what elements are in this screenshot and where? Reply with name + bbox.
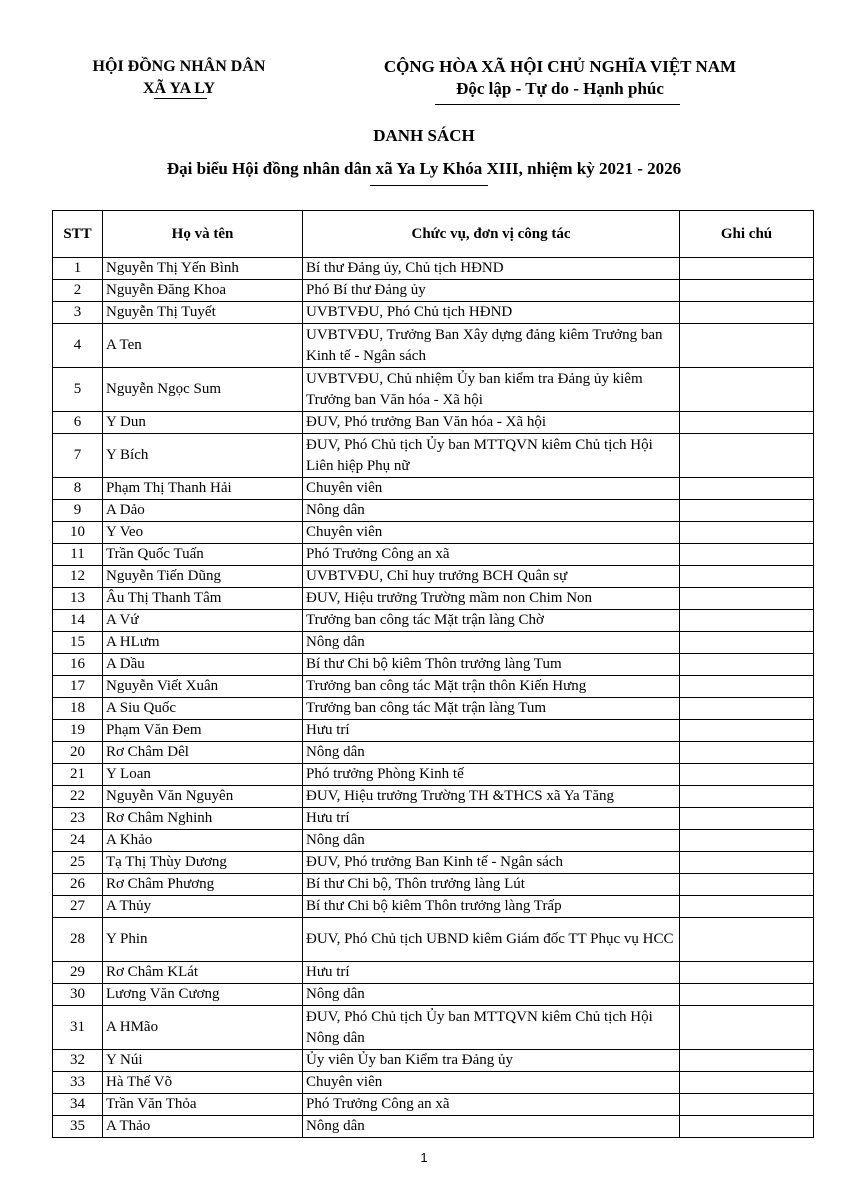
table-row (53, 610, 814, 632)
table-row (53, 412, 814, 434)
cell-stt: 4 (53, 324, 103, 368)
cell-position: Chuyên viên (303, 522, 680, 544)
cell-position: Phó Trưởng Công an xã (303, 1094, 680, 1116)
cell-name: Nguyễn Ngọc Sum (103, 368, 303, 412)
cell-stt: 1 (53, 258, 103, 280)
cell-name: Hà Thế Võ (103, 1072, 303, 1094)
cell-stt: 25 (53, 852, 103, 874)
cell-position: Hưu trí (303, 720, 680, 742)
col-header-position: Chức vụ, đơn vị công tác (303, 211, 680, 258)
table-row (53, 566, 814, 588)
cell-position: UVBTVĐU, Chỉ huy trưởng BCH Quân sự (303, 566, 680, 588)
cell-name: Y Veo (103, 522, 303, 544)
cell-position: ĐUV, Hiệu trưởng Trường TH &THCS xã Ya Tăng (303, 786, 680, 808)
cell-note (680, 918, 814, 962)
cell-position: ĐUV, Hiệu trưởng Trường mầm non Chim Non (303, 588, 680, 610)
cell-name: Rơ Châm Nghinh (103, 808, 303, 830)
cell-note (680, 720, 814, 742)
cell-stt: 31 (53, 1006, 103, 1050)
cell-name: Nguyễn Văn Nguyên (103, 786, 303, 808)
cell-position: Chuyên viên (303, 478, 680, 500)
issuing-body-underline (154, 98, 207, 99)
cell-position: Bí thư Chi bộ, Thôn trưởng làng Lút (303, 874, 680, 896)
table-row (53, 434, 814, 478)
cell-name: A HMão (103, 1006, 303, 1050)
table-row (53, 302, 814, 324)
issuing-body-line2: XÃ YA LY (142, 80, 216, 97)
cell-note (680, 522, 814, 544)
cell-position: Hưu trí (303, 808, 680, 830)
cell-stt: 19 (53, 720, 103, 742)
cell-stt: 5 (53, 368, 103, 412)
cell-name: Lương Văn Cương (103, 984, 303, 1006)
cell-name: Tạ Thị Thùy Dương (103, 852, 303, 874)
cell-name: A Ten (103, 324, 303, 368)
cell-note (680, 984, 814, 1006)
cell-position: UVBTVĐU, Phó Chủ tịch HĐND (303, 302, 680, 324)
cell-name: A Khảo (103, 830, 303, 852)
table-body (53, 258, 814, 1138)
cell-stt: 30 (53, 984, 103, 1006)
cell-stt: 2 (53, 280, 103, 302)
cell-note (680, 962, 814, 984)
page-number: 1 (420, 1150, 428, 1165)
cell-name: A Thảo (103, 1116, 303, 1138)
table-row (53, 852, 814, 874)
table-row (53, 808, 814, 830)
delegate-table (52, 210, 814, 1138)
cell-position: Nông dân (303, 632, 680, 654)
cell-position: ĐUV, Phó Chủ tịch Ủy ban MTTQVN kiêm Chủ tịch Hội Nông dân (303, 1006, 680, 1050)
cell-note (680, 1050, 814, 1072)
cell-note (680, 280, 814, 302)
cell-position: Nông dân (303, 830, 680, 852)
table-row (53, 478, 814, 500)
cell-note (680, 698, 814, 720)
cell-name: Y Phin (103, 918, 303, 962)
cell-name: Y Núi (103, 1050, 303, 1072)
cell-stt: 28 (53, 918, 103, 962)
table-row (53, 676, 814, 698)
cell-stt: 18 (53, 698, 103, 720)
cell-position: ĐUV, Phó Chủ tịch UBND kiêm Giám đốc TT Phục vụ HCC (303, 918, 680, 962)
cell-note (680, 258, 814, 280)
cell-position: Hưu trí (303, 962, 680, 984)
cell-note (680, 1094, 814, 1116)
table-row (53, 720, 814, 742)
cell-position: Nông dân (303, 984, 680, 1006)
cell-stt: 6 (53, 412, 103, 434)
table-row (53, 698, 814, 720)
cell-note (680, 808, 814, 830)
national-motto (345, 56, 775, 100)
table-row (53, 632, 814, 654)
table-row (53, 786, 814, 808)
table-row (53, 1116, 814, 1138)
cell-name: Nguyễn Thị Yến Bình (103, 258, 303, 280)
table-row (53, 654, 814, 676)
national-motto-line2: Độc lập - Tự do - Hạnh phúc (456, 79, 664, 98)
issuing-body-line1: HỘI ĐỒNG NHÂN DÂN (92, 58, 266, 75)
cell-stt: 33 (53, 1072, 103, 1094)
cell-name: Phạm Văn Đem (103, 720, 303, 742)
cell-stt: 10 (53, 522, 103, 544)
table-row (53, 588, 814, 610)
table-row (53, 280, 814, 302)
table-row (53, 258, 814, 280)
cell-stt: 14 (53, 610, 103, 632)
cell-stt: 21 (53, 764, 103, 786)
cell-position: Bí thư Chi bộ kiêm Thôn trưởng làng Trấp (303, 896, 680, 918)
cell-note (680, 676, 814, 698)
cell-note (680, 764, 814, 786)
table-row (53, 1072, 814, 1094)
cell-stt: 3 (53, 302, 103, 324)
national-motto-line1: CỘNG HÒA XÃ HỘI CHỦ NGHĨA VIỆT NAM (383, 57, 737, 76)
table-row (53, 918, 814, 962)
cell-stt: 11 (53, 544, 103, 566)
cell-name: A HLưm (103, 632, 303, 654)
cell-note (680, 1116, 814, 1138)
table-row (53, 830, 814, 852)
subtitle-underline (370, 185, 488, 186)
cell-note (680, 434, 814, 478)
table-row (53, 1050, 814, 1072)
cell-position: ĐUV, Phó trưởng Ban Kinh tế - Ngân sách (303, 852, 680, 874)
cell-note (680, 1072, 814, 1094)
cell-name: Y Bích (103, 434, 303, 478)
cell-position: Phó Trưởng Công an xã (303, 544, 680, 566)
cell-name: A Dầu (103, 654, 303, 676)
cell-stt: 16 (53, 654, 103, 676)
cell-stt: 29 (53, 962, 103, 984)
cell-stt: 27 (53, 896, 103, 918)
cell-note (680, 588, 814, 610)
col-header-name: Họ và tên (103, 211, 303, 258)
cell-position: UVBTVĐU, Chủ nhiệm Ủy ban kiểm tra Đảng ủy kiêm Trưởng ban Văn hóa - Xã hội (303, 368, 680, 412)
cell-name: Rơ Châm Phương (103, 874, 303, 896)
document-subtitle: Đại biểu Hội đồng nhân dân xã Ya Ly Khóa XIII, nhiệm kỳ 2021 - 2026 (166, 159, 682, 178)
cell-note (680, 786, 814, 808)
col-header-stt: STT (53, 211, 103, 258)
cell-note (680, 302, 814, 324)
cell-name: Rơ Châm KLát (103, 962, 303, 984)
cell-position: Nông dân (303, 1116, 680, 1138)
cell-note (680, 566, 814, 588)
cell-stt: 17 (53, 676, 103, 698)
cell-stt: 32 (53, 1050, 103, 1072)
cell-note (680, 632, 814, 654)
table-row (53, 874, 814, 896)
cell-name: Nguyễn Đăng Khoa (103, 280, 303, 302)
cell-name: Nguyễn Viết Xuân (103, 676, 303, 698)
cell-name: Âu Thị Thanh Tâm (103, 588, 303, 610)
cell-position: Phó trưởng Phòng Kinh tế (303, 764, 680, 786)
cell-note (680, 742, 814, 764)
cell-name: Rơ Châm Dêl (103, 742, 303, 764)
table-header-row (53, 211, 814, 258)
cell-note (680, 874, 814, 896)
cell-name: A Dảo (103, 500, 303, 522)
cell-name: Nguyễn Thị Tuyết (103, 302, 303, 324)
cell-name: Y Dun (103, 412, 303, 434)
cell-position: Nông dân (303, 742, 680, 764)
cell-stt: 34 (53, 1094, 103, 1116)
cell-position: ĐUV, Phó Chủ tịch Ủy ban MTTQVN kiêm Chủ tịch Hội Liên hiệp Phụ nữ (303, 434, 680, 478)
cell-position: UVBTVĐU, Trưởng Ban Xây dựng đảng kiêm Trưởng ban Kinh tế - Ngân sách (303, 324, 680, 368)
cell-name: A Thủy (103, 896, 303, 918)
cell-name: A Siu Quốc (103, 698, 303, 720)
cell-stt: 13 (53, 588, 103, 610)
document-title: DANH SÁCH (373, 126, 475, 145)
cell-note (680, 412, 814, 434)
table-row (53, 368, 814, 412)
cell-note (680, 544, 814, 566)
table-row (53, 1006, 814, 1050)
cell-position: Bí thư Chi bộ kiêm Thôn trưởng làng Tum (303, 654, 680, 676)
cell-note (680, 852, 814, 874)
table-row (53, 764, 814, 786)
table-row (53, 896, 814, 918)
table-row (53, 962, 814, 984)
table-row (53, 324, 814, 368)
table-row (53, 544, 814, 566)
cell-note (680, 1006, 814, 1050)
cell-name: A Vứ (103, 610, 303, 632)
national-motto-underline (435, 104, 680, 105)
cell-position: Trưởng ban công tác Mặt trận làng Tum (303, 698, 680, 720)
cell-position: ĐUV, Phó trưởng Ban Văn hóa - Xã hội (303, 412, 680, 434)
cell-stt: 22 (53, 786, 103, 808)
cell-name: Nguyễn Tiến Dũng (103, 566, 303, 588)
cell-stt: 35 (53, 1116, 103, 1138)
cell-stt: 20 (53, 742, 103, 764)
cell-note (680, 324, 814, 368)
table-row (53, 742, 814, 764)
table-row (53, 984, 814, 1006)
cell-name: Trần Văn Thỏa (103, 1094, 303, 1116)
table-row (53, 500, 814, 522)
cell-stt: 24 (53, 830, 103, 852)
cell-name: Phạm Thị Thanh Hải (103, 478, 303, 500)
cell-position: Trưởng ban công tác Mặt trận thôn Kiến Hưng (303, 676, 680, 698)
table-row (53, 522, 814, 544)
cell-name: Trần Quốc Tuấn (103, 544, 303, 566)
table-row (53, 1094, 814, 1116)
cell-position: Bí thư Đảng ủy, Chủ tịch HĐND (303, 258, 680, 280)
issuing-body (60, 56, 298, 100)
cell-position: Phó Bí thư Đảng ủy (303, 280, 680, 302)
cell-stt: 8 (53, 478, 103, 500)
col-header-note: Ghi chú (680, 211, 814, 258)
cell-stt: 12 (53, 566, 103, 588)
cell-note (680, 654, 814, 676)
cell-note (680, 830, 814, 852)
cell-note (680, 610, 814, 632)
cell-position: Ủy viên Ủy ban Kiểm tra Đảng ủy (303, 1050, 680, 1072)
cell-name: Y Loan (103, 764, 303, 786)
cell-note (680, 478, 814, 500)
cell-position: Trưởng ban công tác Mặt trận làng Chờ (303, 610, 680, 632)
cell-note (680, 368, 814, 412)
cell-stt: 7 (53, 434, 103, 478)
cell-stt: 9 (53, 500, 103, 522)
cell-stt: 15 (53, 632, 103, 654)
cell-position: Chuyên viên (303, 1072, 680, 1094)
cell-position: Nông dân (303, 500, 680, 522)
cell-stt: 23 (53, 808, 103, 830)
cell-note (680, 896, 814, 918)
cell-stt: 26 (53, 874, 103, 896)
cell-note (680, 500, 814, 522)
